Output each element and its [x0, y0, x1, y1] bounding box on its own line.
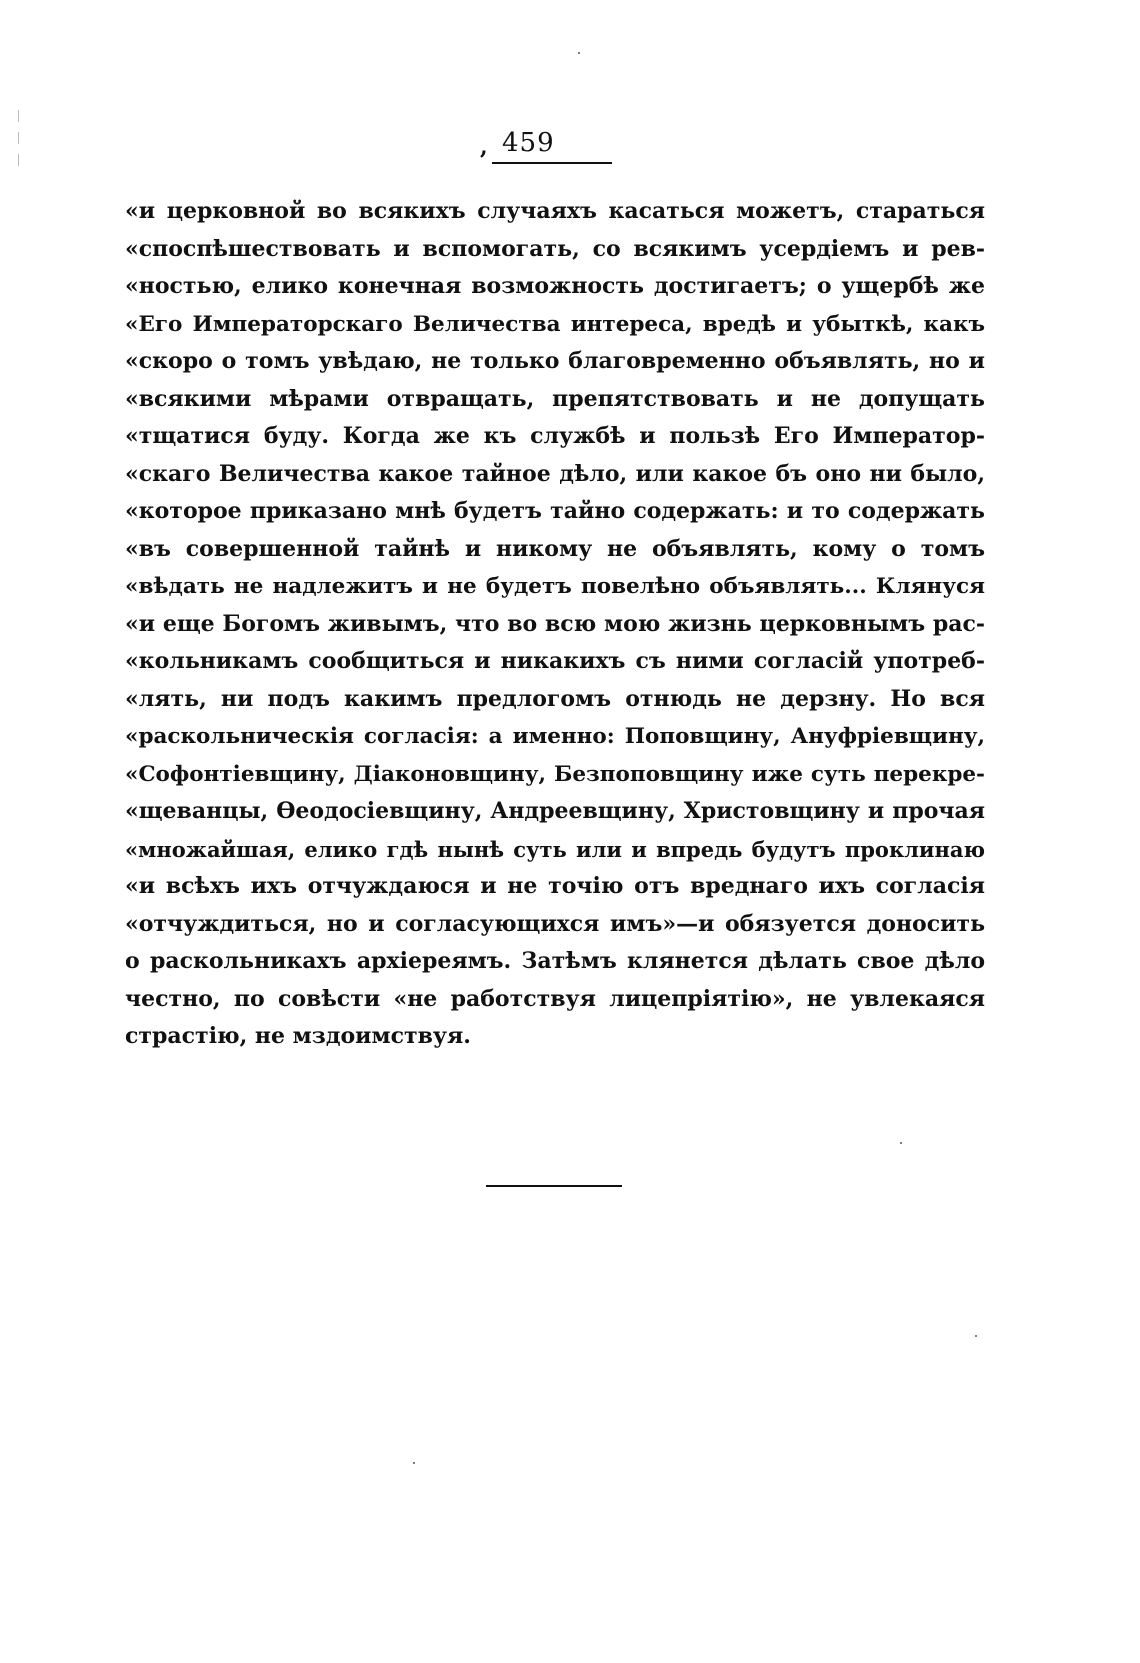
text-line: «которое приказано мнѣ будетъ тайно содержать: и то содержать	[125, 498, 985, 524]
text-line: «Его Императорскаго Величества интереса, вредѣ и убыткѣ, какъ	[125, 311, 985, 337]
header-rule	[492, 162, 612, 164]
text-line: «и всѣхъ ихъ отчуждаюся и не точію отъ вреднаго ихъ согласія	[125, 873, 985, 899]
body-text	[125, 193, 985, 1056]
text-line: «множайшая, елико гдѣ нынѣ суть или и впредь будутъ проклинаю	[125, 836, 985, 862]
text-line: «и церковной во всякихъ случаяхъ касаться можетъ, стараться	[125, 198, 985, 224]
text-line: «Софонтіевщину, Діаконовщину, Безпоповщину иже суть перекре-	[125, 761, 985, 787]
text-line: «споспѣшествовать и вспомогать, со всякимъ усердіемъ и рев-	[125, 235, 985, 262]
text-line: «раскольническія согласія: а именно: Поповщину, Ануфріевщину,	[125, 724, 985, 749]
paper-speck	[413, 1462, 415, 1464]
text-line: «щеванцы, Өеодосіевщину, Андреевщину, Христовщину и прочая	[125, 798, 985, 824]
text-line: честно, по совѣсти «не работствуя лицепріятію», не увлекаяся	[125, 985, 985, 1012]
page-number: 459	[502, 128, 555, 158]
text-line: «тщатися буду. Когда же къ службѣ и пользѣ Его Император-	[125, 423, 985, 449]
text-line: «всякими мѣрами отвращать, препятствовать и не допущать	[125, 385, 985, 412]
margin-mark	[18, 132, 19, 144]
margin-mark	[18, 110, 19, 122]
paper-speck	[578, 52, 580, 54]
text-line: «кольникамъ сообщиться и никакихъ съ ними согласій употреб-	[125, 648, 985, 674]
text-line: «скаго Величества какое тайное дѣло, или какое бъ оно ни было,	[125, 460, 985, 487]
end-rule	[486, 1185, 622, 1187]
page-header	[462, 128, 632, 168]
paper-speck	[900, 1142, 902, 1144]
text-line: «отчуждиться, но и согласующихся имъ»—и обязуется доносить	[125, 910, 985, 937]
margin-mark	[18, 154, 19, 166]
text-line: «вѣдать не надлежитъ и не будетъ повелѣно объявлять... Клянуся	[125, 574, 985, 599]
header-mark: ,	[480, 134, 488, 160]
text-line: «и еще Богомъ живымъ, что во всю мою жизнь церковнымъ рас-	[125, 610, 985, 637]
text-line: «въ совершенной тайнѣ и никому не объявлять, кому о томъ	[125, 535, 985, 562]
text-line-last: страстію, не мздоимствуя.	[125, 1023, 471, 1049]
paper-speck	[975, 1335, 977, 1337]
text-line: «ностью, елико конечная возможность достигаетъ; о ущербѣ же	[125, 273, 985, 299]
text-line: «скоро о томъ увѣдаю, не только благовременно объявлять, но и	[125, 348, 985, 374]
text-line: «лять, ни подъ какимъ предлогомъ отнюдь не дерзну. Но вся	[125, 685, 985, 712]
text-line: о раскольникахъ архіереямъ. Затѣмъ клянется дѣлать свое дѣло	[125, 948, 985, 974]
